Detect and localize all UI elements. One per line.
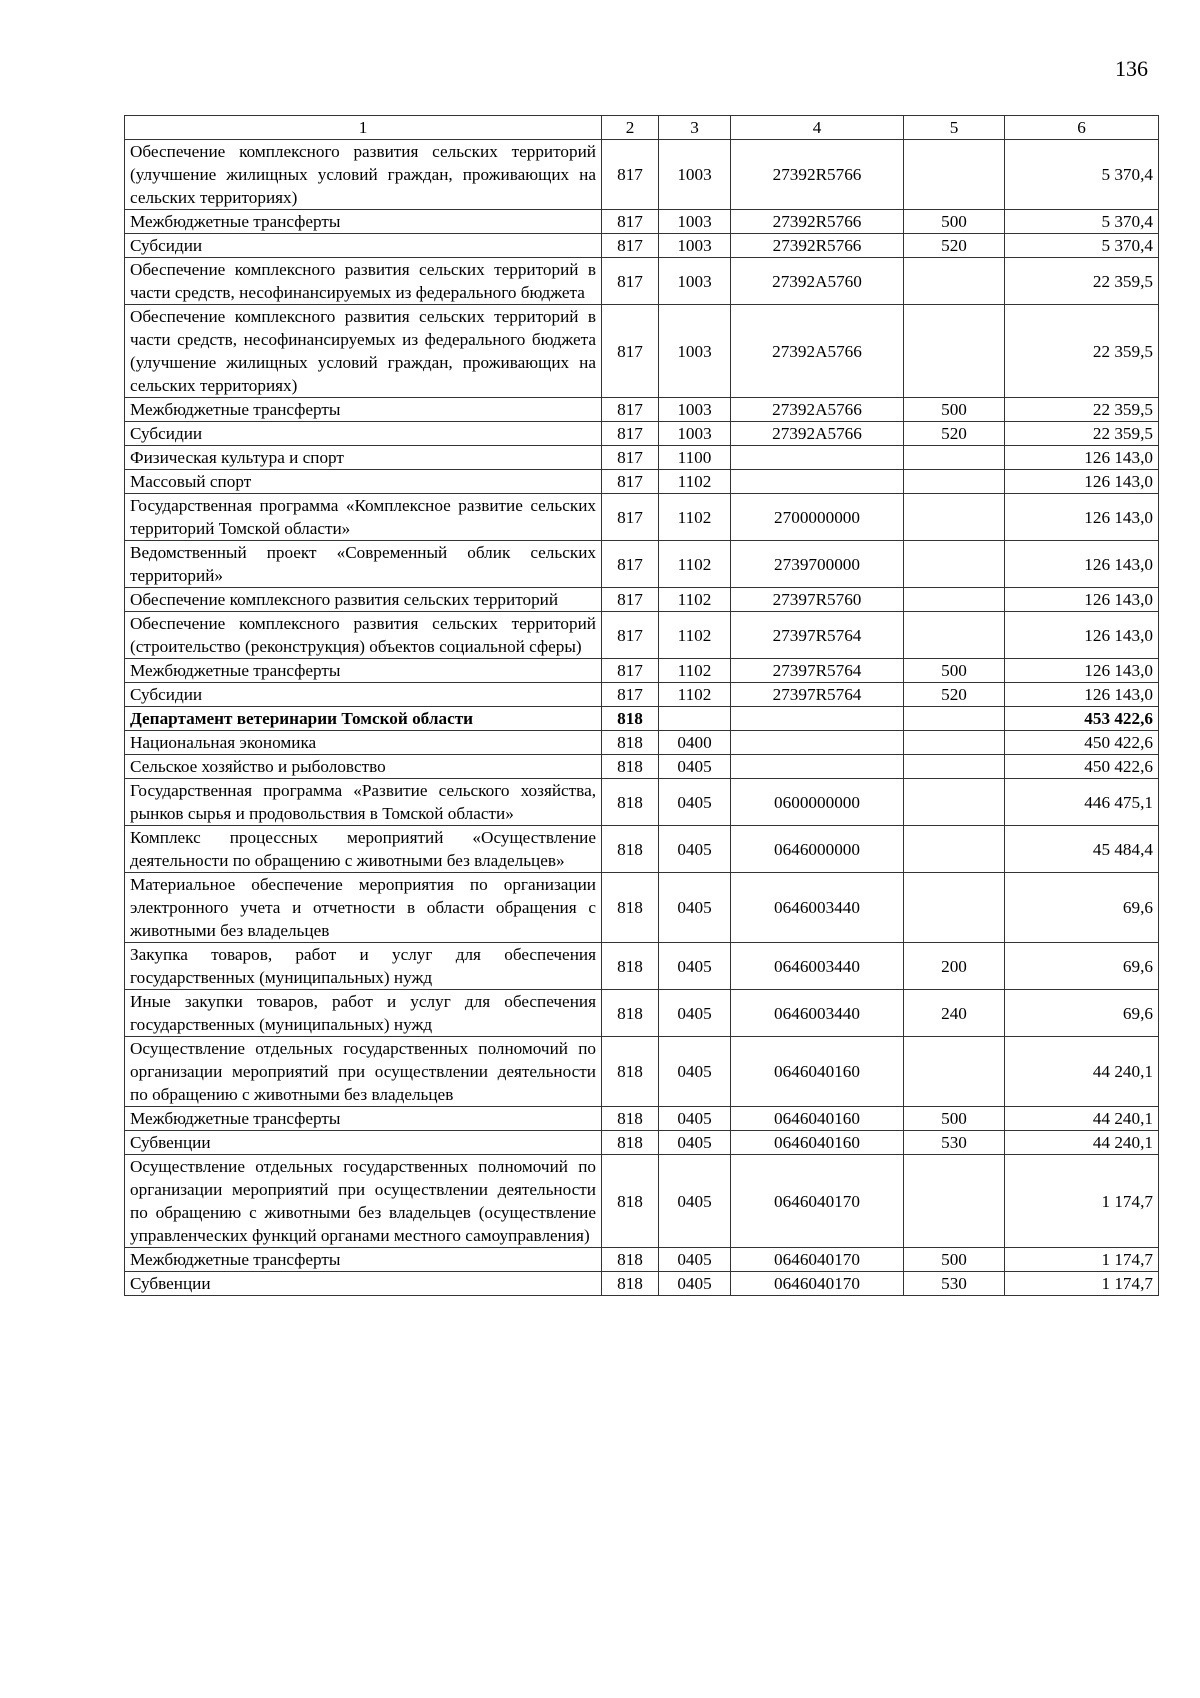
row-amount-cell: 44 240,1 bbox=[1005, 1037, 1159, 1107]
row-target-article-cell: 27392A5766 bbox=[731, 398, 904, 422]
row-expense-type-cell: 500 bbox=[904, 398, 1005, 422]
row-name-cell: Осуществление отдельных государственных полномочий по организации мероприятий при осуществлении деятельности по обращению с животными без владельцев bbox=[125, 1037, 602, 1107]
row-target-article-cell: 27392R5766 bbox=[731, 234, 904, 258]
row-amount-cell: 126 143,0 bbox=[1005, 541, 1159, 588]
page-number: 136 bbox=[1115, 56, 1148, 81]
row-name-cell: Межбюджетные трансферты bbox=[125, 210, 602, 234]
row-code-cell: 817 bbox=[602, 683, 659, 707]
row-expense-type-cell: 500 bbox=[904, 1107, 1005, 1131]
row-amount-cell: 126 143,0 bbox=[1005, 588, 1159, 612]
row-expense-type-cell: 240 bbox=[904, 990, 1005, 1037]
row-section-cell: 0405 bbox=[659, 779, 731, 826]
row-target-article-cell: 0646040160 bbox=[731, 1131, 904, 1155]
row-expense-type-cell: 500 bbox=[904, 659, 1005, 683]
row-target-article-cell: 27392R5766 bbox=[731, 140, 904, 210]
row-code-cell: 818 bbox=[602, 1131, 659, 1155]
row-code-cell: 817 bbox=[602, 612, 659, 659]
row-name-cell: Ведомственный проект «Современный облик сельских территорий» bbox=[125, 541, 602, 588]
row-target-article-cell: 0600000000 bbox=[731, 779, 904, 826]
row-code-cell: 818 bbox=[602, 943, 659, 990]
row-name-cell: Субвенции bbox=[125, 1272, 602, 1296]
row-expense-type-cell bbox=[904, 541, 1005, 588]
row-target-article-cell: 2739700000 bbox=[731, 541, 904, 588]
row-expense-type-cell: 520 bbox=[904, 422, 1005, 446]
row-expense-type-cell bbox=[904, 707, 1005, 731]
row-expense-type-cell bbox=[904, 826, 1005, 873]
row-section-cell: 1102 bbox=[659, 683, 731, 707]
row-target-article-cell bbox=[731, 755, 904, 779]
row-code-cell: 818 bbox=[602, 990, 659, 1037]
table-row bbox=[125, 305, 1159, 398]
row-section-cell: 1102 bbox=[659, 588, 731, 612]
row-amount-cell: 450 422,6 bbox=[1005, 755, 1159, 779]
row-expense-type-cell bbox=[904, 1155, 1005, 1248]
table-row bbox=[125, 1107, 1159, 1131]
row-name-cell: Комплекс процессных мероприятий «Осуществление деятельности по обращению с животными без владельцев» bbox=[125, 826, 602, 873]
row-section-cell: 1003 bbox=[659, 210, 731, 234]
row-name-cell: Межбюджетные трансферты bbox=[125, 1107, 602, 1131]
row-target-article-cell: 0646040160 bbox=[731, 1107, 904, 1131]
row-section-cell: 0405 bbox=[659, 943, 731, 990]
row-code-cell: 818 bbox=[602, 707, 659, 731]
table-row bbox=[125, 1131, 1159, 1155]
row-name-cell: Национальная экономика bbox=[125, 731, 602, 755]
row-amount-cell: 5 370,4 bbox=[1005, 210, 1159, 234]
row-name-cell: Субсидии bbox=[125, 683, 602, 707]
row-name-cell: Субсидии bbox=[125, 422, 602, 446]
budget-table bbox=[124, 115, 1159, 1296]
header-cell-col-6: 6 bbox=[1005, 116, 1159, 140]
row-amount-cell: 22 359,5 bbox=[1005, 422, 1159, 446]
table-row bbox=[125, 943, 1159, 990]
row-code-cell: 817 bbox=[602, 258, 659, 305]
row-code-cell: 817 bbox=[602, 470, 659, 494]
row-amount-cell: 446 475,1 bbox=[1005, 779, 1159, 826]
row-name-cell: Массовый спорт bbox=[125, 470, 602, 494]
table-row bbox=[125, 873, 1159, 943]
row-target-article-cell: 0646000000 bbox=[731, 826, 904, 873]
table-row bbox=[125, 494, 1159, 541]
row-amount-cell: 22 359,5 bbox=[1005, 258, 1159, 305]
row-code-cell: 818 bbox=[602, 731, 659, 755]
row-target-article-cell bbox=[731, 707, 904, 731]
row-amount-cell: 453 422,6 bbox=[1005, 707, 1159, 731]
header-cell-col-4: 4 bbox=[731, 116, 904, 140]
table-row bbox=[125, 140, 1159, 210]
row-code-cell: 817 bbox=[602, 659, 659, 683]
row-name-cell: Обеспечение комплексного развития сельских территорий (строительство (реконструкция) объектов социальной сферы) bbox=[125, 612, 602, 659]
row-code-cell: 818 bbox=[602, 1248, 659, 1272]
row-amount-cell: 69,6 bbox=[1005, 873, 1159, 943]
row-code-cell: 817 bbox=[602, 398, 659, 422]
row-section-cell: 1100 bbox=[659, 446, 731, 470]
row-expense-type-cell: 500 bbox=[904, 1248, 1005, 1272]
table-row bbox=[125, 612, 1159, 659]
row-amount-cell: 44 240,1 bbox=[1005, 1107, 1159, 1131]
table-row bbox=[125, 234, 1159, 258]
row-expense-type-cell bbox=[904, 731, 1005, 755]
table-row bbox=[125, 470, 1159, 494]
row-section-cell: 0405 bbox=[659, 1248, 731, 1272]
row-section-cell: 1102 bbox=[659, 659, 731, 683]
table-row bbox=[125, 826, 1159, 873]
row-amount-cell: 45 484,4 bbox=[1005, 826, 1159, 873]
row-code-cell: 818 bbox=[602, 1037, 659, 1107]
row-code-cell: 817 bbox=[602, 210, 659, 234]
row-amount-cell: 44 240,1 bbox=[1005, 1131, 1159, 1155]
row-section-cell: 1102 bbox=[659, 494, 731, 541]
row-target-article-cell: 27392R5766 bbox=[731, 210, 904, 234]
row-section-cell: 0405 bbox=[659, 1272, 731, 1296]
row-target-article-cell: 27392A5760 bbox=[731, 258, 904, 305]
row-target-article-cell: 0646003440 bbox=[731, 873, 904, 943]
row-target-article-cell: 0646040160 bbox=[731, 1037, 904, 1107]
table-row bbox=[125, 779, 1159, 826]
row-section-cell: 1102 bbox=[659, 541, 731, 588]
row-code-cell: 817 bbox=[602, 234, 659, 258]
row-expense-type-cell bbox=[904, 140, 1005, 210]
header-cell-col-1: 1 bbox=[125, 116, 602, 140]
row-amount-cell: 22 359,5 bbox=[1005, 305, 1159, 398]
row-section-cell bbox=[659, 707, 731, 731]
table-body bbox=[125, 116, 1159, 1296]
row-name-cell: Государственная программа «Развитие сельского хозяйства, рынков сырья и продовольствия в Томской области» bbox=[125, 779, 602, 826]
row-expense-type-cell: 200 bbox=[904, 943, 1005, 990]
row-expense-type-cell bbox=[904, 258, 1005, 305]
row-amount-cell: 1 174,7 bbox=[1005, 1272, 1159, 1296]
row-name-cell: Иные закупки товаров, работ и услуг для обеспечения государственных (муниципальных) нужд bbox=[125, 990, 602, 1037]
row-section-cell: 0405 bbox=[659, 990, 731, 1037]
table-row bbox=[125, 1037, 1159, 1107]
row-amount-cell: 126 143,0 bbox=[1005, 659, 1159, 683]
row-code-cell: 818 bbox=[602, 779, 659, 826]
row-code-cell: 817 bbox=[602, 588, 659, 612]
row-expense-type-cell bbox=[904, 446, 1005, 470]
table-row bbox=[125, 990, 1159, 1037]
table-header-row bbox=[125, 116, 1159, 140]
row-section-cell: 1102 bbox=[659, 470, 731, 494]
row-amount-cell: 126 143,0 bbox=[1005, 470, 1159, 494]
row-name-cell: Закупка товаров, работ и услуг для обеспечения государственных (муниципальных) нужд bbox=[125, 943, 602, 990]
row-target-article-cell: 27397R5764 bbox=[731, 659, 904, 683]
row-target-article-cell bbox=[731, 470, 904, 494]
row-name-cell: Государственная программа «Комплексное развитие сельских территорий Томской области» bbox=[125, 494, 602, 541]
row-section-cell: 0405 bbox=[659, 873, 731, 943]
row-section-cell: 1003 bbox=[659, 140, 731, 210]
row-target-article-cell: 27397R5764 bbox=[731, 612, 904, 659]
table-row bbox=[125, 707, 1159, 731]
row-expense-type-cell bbox=[904, 755, 1005, 779]
row-expense-type-cell bbox=[904, 470, 1005, 494]
row-name-cell: Субсидии bbox=[125, 234, 602, 258]
row-expense-type-cell: 530 bbox=[904, 1131, 1005, 1155]
table-row bbox=[125, 731, 1159, 755]
row-amount-cell: 5 370,4 bbox=[1005, 140, 1159, 210]
row-amount-cell: 126 143,0 bbox=[1005, 494, 1159, 541]
row-code-cell: 818 bbox=[602, 873, 659, 943]
row-target-article-cell: 0646003440 bbox=[731, 943, 904, 990]
row-expense-type-cell: 530 bbox=[904, 1272, 1005, 1296]
header-cell-col-2: 2 bbox=[602, 116, 659, 140]
row-amount-cell: 126 143,0 bbox=[1005, 446, 1159, 470]
row-code-cell: 817 bbox=[602, 140, 659, 210]
row-expense-type-cell bbox=[904, 779, 1005, 826]
row-target-article-cell: 0646040170 bbox=[731, 1272, 904, 1296]
row-amount-cell: 126 143,0 bbox=[1005, 683, 1159, 707]
row-target-article-cell: 27397R5764 bbox=[731, 683, 904, 707]
table-row bbox=[125, 659, 1159, 683]
row-code-cell: 818 bbox=[602, 1155, 659, 1248]
row-section-cell: 0405 bbox=[659, 1037, 731, 1107]
row-section-cell: 0405 bbox=[659, 1107, 731, 1131]
row-target-article-cell: 0646040170 bbox=[731, 1248, 904, 1272]
row-name-cell: Осуществление отдельных государственных полномочий по организации мероприятий при осуществлении деятельности по обращению с животными без владельцев (осуществление управленческих функций органами местного самоуправления) bbox=[125, 1155, 602, 1248]
row-expense-type-cell: 520 bbox=[904, 234, 1005, 258]
row-amount-cell: 69,6 bbox=[1005, 943, 1159, 990]
row-target-article-cell: 0646003440 bbox=[731, 990, 904, 1037]
row-code-cell: 817 bbox=[602, 446, 659, 470]
row-section-cell: 1003 bbox=[659, 305, 731, 398]
row-section-cell: 1003 bbox=[659, 422, 731, 446]
header-cell-col-5: 5 bbox=[904, 116, 1005, 140]
row-code-cell: 817 bbox=[602, 305, 659, 398]
row-name-cell: Межбюджетные трансферты bbox=[125, 659, 602, 683]
row-target-article-cell bbox=[731, 731, 904, 755]
row-target-article-cell: 0646040170 bbox=[731, 1155, 904, 1248]
row-expense-type-cell bbox=[904, 873, 1005, 943]
row-code-cell: 818 bbox=[602, 1272, 659, 1296]
table-row bbox=[125, 422, 1159, 446]
table-row bbox=[125, 541, 1159, 588]
row-section-cell: 1003 bbox=[659, 234, 731, 258]
row-name-cell: Субвенции bbox=[125, 1131, 602, 1155]
row-expense-type-cell bbox=[904, 494, 1005, 541]
row-name-cell: Межбюджетные трансферты bbox=[125, 398, 602, 422]
table-row bbox=[125, 210, 1159, 234]
row-name-cell: Физическая культура и спорт bbox=[125, 446, 602, 470]
table-row bbox=[125, 1248, 1159, 1272]
row-target-article-cell: 2700000000 bbox=[731, 494, 904, 541]
row-section-cell: 0405 bbox=[659, 755, 731, 779]
row-section-cell: 0405 bbox=[659, 1155, 731, 1248]
row-expense-type-cell: 500 bbox=[904, 210, 1005, 234]
row-target-article-cell: 27397R5760 bbox=[731, 588, 904, 612]
row-name-cell: Материальное обеспечение мероприятия по организации электронного учета и отчетности в области обращения с животными без владельцев bbox=[125, 873, 602, 943]
row-section-cell: 1003 bbox=[659, 258, 731, 305]
row-section-cell: 0400 bbox=[659, 731, 731, 755]
row-name-cell: Обеспечение комплексного развития сельских территорий в части средств, несофинансируемых из федерального бюджета bbox=[125, 258, 602, 305]
row-name-cell: Сельское хозяйство и рыболовство bbox=[125, 755, 602, 779]
header-cell-col-3: 3 bbox=[659, 116, 731, 140]
table-row bbox=[125, 683, 1159, 707]
row-name-cell: Обеспечение комплексного развития сельских территорий bbox=[125, 588, 602, 612]
row-target-article-cell bbox=[731, 446, 904, 470]
row-target-article-cell: 27392A5766 bbox=[731, 305, 904, 398]
row-code-cell: 818 bbox=[602, 1107, 659, 1131]
row-section-cell: 0405 bbox=[659, 1131, 731, 1155]
row-amount-cell: 1 174,7 bbox=[1005, 1155, 1159, 1248]
row-amount-cell: 5 370,4 bbox=[1005, 234, 1159, 258]
row-code-cell: 817 bbox=[602, 494, 659, 541]
row-amount-cell: 1 174,7 bbox=[1005, 1248, 1159, 1272]
row-section-cell: 1003 bbox=[659, 398, 731, 422]
row-code-cell: 817 bbox=[602, 422, 659, 446]
row-code-cell: 818 bbox=[602, 826, 659, 873]
row-section-cell: 1102 bbox=[659, 612, 731, 659]
table-row bbox=[125, 258, 1159, 305]
row-expense-type-cell: 520 bbox=[904, 683, 1005, 707]
row-code-cell: 818 bbox=[602, 755, 659, 779]
row-section-cell: 0405 bbox=[659, 826, 731, 873]
row-amount-cell: 22 359,5 bbox=[1005, 398, 1159, 422]
row-amount-cell: 450 422,6 bbox=[1005, 731, 1159, 755]
row-expense-type-cell bbox=[904, 612, 1005, 659]
table-row bbox=[125, 1155, 1159, 1248]
row-expense-type-cell bbox=[904, 1037, 1005, 1107]
row-amount-cell: 69,6 bbox=[1005, 990, 1159, 1037]
row-name-cell: Обеспечение комплексного развития сельских территорий (улучшение жилищных условий граждан, проживающих на сельских территориях) bbox=[125, 140, 602, 210]
table-row bbox=[125, 755, 1159, 779]
row-name-cell: Обеспечение комплексного развития сельских территорий в части средств, несофинансируемых из федерального бюджета (улучшение жилищных условий граждан, проживающих на сельских территориях) bbox=[125, 305, 602, 398]
table-row bbox=[125, 1272, 1159, 1296]
row-expense-type-cell bbox=[904, 588, 1005, 612]
table-row bbox=[125, 398, 1159, 422]
row-code-cell: 817 bbox=[602, 541, 659, 588]
row-amount-cell: 126 143,0 bbox=[1005, 612, 1159, 659]
table-row bbox=[125, 446, 1159, 470]
table-row bbox=[125, 588, 1159, 612]
row-name-cell: Департамент ветеринарии Томской области bbox=[125, 707, 602, 731]
row-target-article-cell: 27392A5766 bbox=[731, 422, 904, 446]
row-name-cell: Межбюджетные трансферты bbox=[125, 1248, 602, 1272]
row-expense-type-cell bbox=[904, 305, 1005, 398]
